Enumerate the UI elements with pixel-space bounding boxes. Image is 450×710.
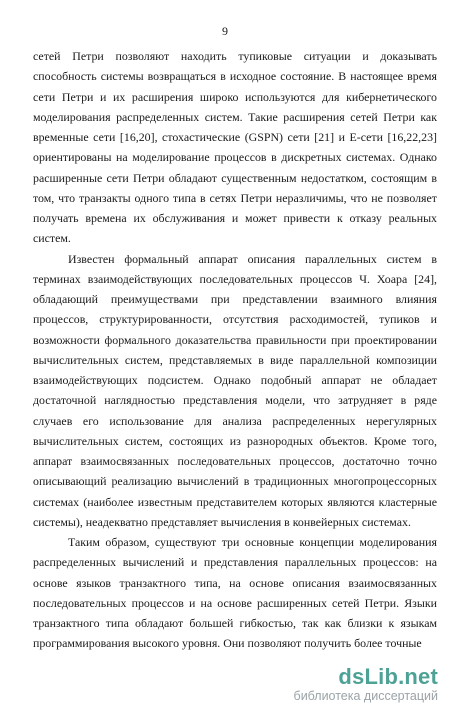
paragraph-petri-nets: сетей Петри позволяют находить тупиковые ситуации и доказывать способность системы возвращаться в исходное состояние. В настоящее время сети Петри и их расширения широко используются для кибернетического моделирования распределенных систем. Такие расширения сетей Петри как временные сети [16,20], стохастические (GSPN) сети [21] и Е-сети [16,22,23] ориентированы на моделирование процессов в дискретных системах. Однако расширенные сети Петри обладают существенным недостатком, состоящим в том, что транзакты одного типа в сетях Петри неразличимы, что не позволяет получать времена их обслуживания и может привести к отказу реальных систем. bbox=[33, 49, 437, 246]
paragraph-conclusion: Таким образом, существуют три основные концепции моделирования распределенных вычислений и представления параллельных процессов: на основе языков транзактного типа, на основе описания взаимосвязанных последовательных процессов и на основе расширенных сетей Петри. Языки транзактного типа обладают большей гибкостью, так как близки к языкам программирования высокого уровня. Они позволяют получить более точные bbox=[33, 535, 437, 651]
page-number: 9 bbox=[222, 24, 228, 38]
watermark-tagline: библиотека диссертаций bbox=[293, 689, 438, 703]
watermark-logo: dsLib.net bbox=[338, 664, 438, 689]
dslib-watermark bbox=[258, 665, 438, 707]
paragraph-hoare-csp: Известен формальный аппарат описания параллельных систем в терминах взаимодействующих последовательных процессов Ч. Хоара [24], обладающий преимуществами при представлении взаимного влияния процессов, структурированности, отсутствия расходимостей, тупиков и возможности формального доказательства правильности при проектировании вычислительных систем, представляемых в виде параллельной композиции взаимодействующих подсистем. Однако подобный аппарат не обладает достаточной наглядностью представления модели, что затрудняет в ряде случаев его использование для анализа распределенных нерегулярных вычислительных систем, состоящих из разнородных объектов. Кроме того, аппарат взаимосвязанных последовательных процессов, достаточно точно описывающий реализацию вычислений в традиционных многопроцессорных системах (наиболее известным представителем которых являются кластерные системы), неадекватно представляет вычисления в конвейерных системах. bbox=[33, 251, 437, 529]
document-body bbox=[33, 46, 437, 654]
